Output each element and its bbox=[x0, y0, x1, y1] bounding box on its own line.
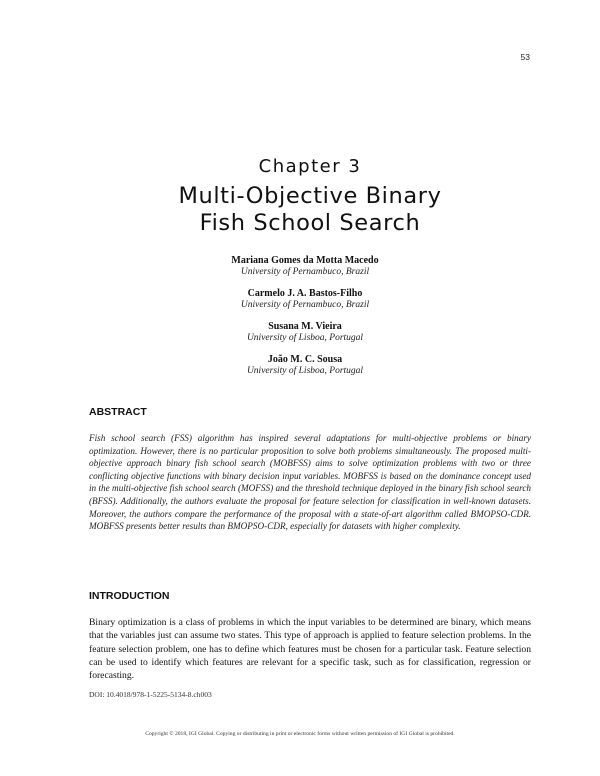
author-name: Mariana Gomes da Motta Macedo bbox=[231, 255, 379, 266]
author-affiliation: University of Lisboa, Portugal bbox=[246, 333, 364, 343]
author-affiliation: University of Pernambuco, Brazil bbox=[240, 267, 370, 277]
author-name: Carmelo J. A. Bastos-Filho bbox=[247, 288, 363, 299]
author-block bbox=[0, 288, 600, 311]
page-number: 53 bbox=[520, 52, 530, 62]
chapter-title-line-2: Fish School Search bbox=[199, 210, 421, 236]
chapter-label: Chapter 3 bbox=[258, 156, 362, 177]
author-affiliation: University of Pernambuco, Brazil bbox=[240, 300, 370, 310]
author-name: João M. C. Sousa bbox=[267, 354, 343, 365]
author-block bbox=[0, 354, 600, 377]
abstract-body: Fish school search (FSS) algorithm has inspired several adaptations for multi-objective problems or binary optimization. However, there is no particular proposition to solve both problems simultaneously. The proposed multi-objective approach binary fish school search (MOBFSS) aims to solve optimization problems with two or three conflicting objective functions with binary decision input variables. MOBFSS is based on the dominance concept used in the multi-objective fish school search (MOFSS) and the threshold technique deployed in the binary fish school search (BFSS). Additionally, the authors evaluate the proposal for feature selection for classification in well-known datasets. Moreover, the authors compare the performance of the proposal with a state-of-art algorithm called BMOPSO-CDR. MOBFSS presents better results than BMOPSO-CDR, especially for datasets with higher complexity. bbox=[89, 433, 531, 532]
author-affiliation: University of Lisboa, Portugal bbox=[246, 366, 364, 376]
chapter-title-line-1: Multi-Objective Binary bbox=[178, 183, 442, 209]
author-name: Susana M. Vieira bbox=[268, 321, 342, 332]
introduction-body: Binary optimization is a class of problems in which the input variables to be determined are binary, which means that the variables just can assume two states. This type of approach is applied to feature selection problems. In the feature selection problem, one has to define which features must be chosen for a particular task. Feature selection can be used to identify which features are relevant for a specific task, such as for classification, regression or forecasting. bbox=[89, 617, 531, 682]
copyright-notice: Copyright © 2018, IGI Global. Copying or distributing in print or electronic forms without written permission of IGI Global is prohibited. bbox=[145, 731, 455, 737]
abstract-heading: ABSTRACT bbox=[89, 406, 147, 418]
introduction-heading: INTRODUCTION bbox=[89, 590, 170, 602]
author-block bbox=[0, 255, 600, 278]
author-block bbox=[0, 321, 600, 344]
chapter-title bbox=[0, 183, 600, 237]
doi-line: DOI: 10.4018/978-1-5225-5134-8.ch003 bbox=[89, 690, 212, 699]
author-list bbox=[0, 255, 600, 387]
